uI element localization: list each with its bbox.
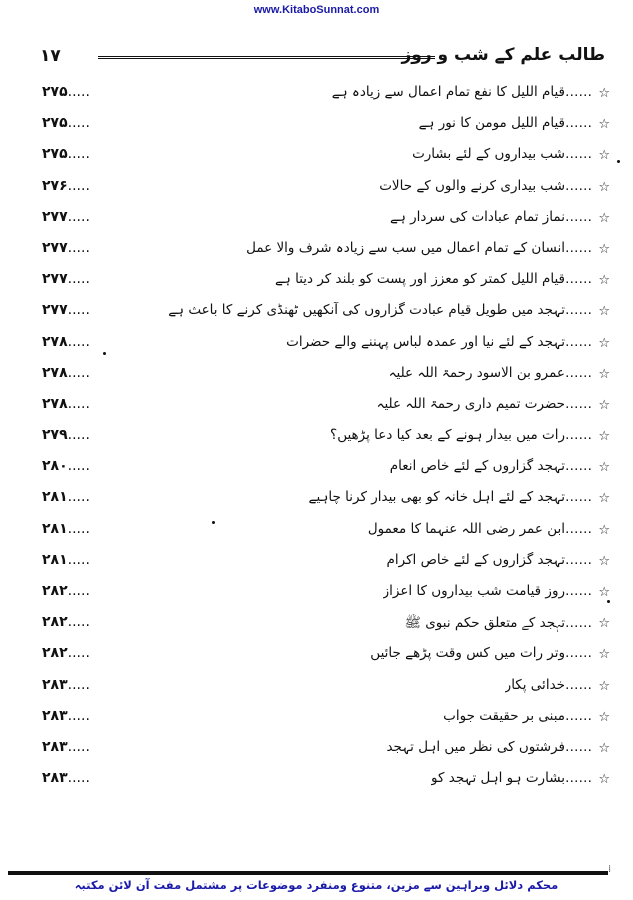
footer-divider <box>8 871 608 875</box>
toc-entry[interactable] <box>42 673 610 704</box>
site-url[interactable]: www.KitaboSunnat.com <box>253 4 380 16</box>
toc-entry[interactable] <box>42 80 610 111</box>
toc-entry-title: …… شب بیداروں کے لئے بشارت <box>412 146 592 162</box>
toc-entry-title: …… قیام اللیل مومن کا نور ہے <box>419 115 592 131</box>
toc-entry-page: ۲۸۳ ..... <box>42 739 90 755</box>
toc-entry-page: ۲۷۷ ..... <box>42 240 90 256</box>
star-bullet-icon: ☆ <box>598 772 610 788</box>
header-divider <box>98 56 435 59</box>
toc-entry[interactable] <box>42 766 610 797</box>
star-bullet-icon: ☆ <box>598 366 610 382</box>
star-bullet-icon: ☆ <box>598 397 610 413</box>
table-of-contents <box>42 80 610 797</box>
toc-entry-title: …… وتر رات میں کس وقت پڑھے جائیں <box>370 645 592 661</box>
toc-entry-page: ۲۷۵ ..... <box>42 146 90 162</box>
toc-entry-page: ۲۸۲ ..... <box>42 583 90 599</box>
toc-entry-page: ۲۷۵ ..... <box>42 115 90 131</box>
toc-entry-title: …… نماز تمام عبادات کی سردار ہے <box>390 209 592 225</box>
toc-entry-page: ۲۷۹ ..... <box>42 427 90 443</box>
toc-entry[interactable] <box>42 236 610 267</box>
toc-entry-title: …… شب بیداری کرنے والوں کے حالات <box>379 178 592 194</box>
scan-speck <box>103 352 106 355</box>
toc-entry-title: …… رات میں بیدار ہونے کے بعد کیا دعا پڑھیں؟ <box>330 427 592 443</box>
toc-entry-page: ۲۸۲ ..... <box>42 645 90 661</box>
toc-entry[interactable] <box>42 704 610 735</box>
book-title: طالب علم کے شب و روز <box>401 45 605 65</box>
toc-entry[interactable] <box>42 267 610 298</box>
toc-entry-page: ۲۸۳ ..... <box>42 708 90 724</box>
toc-entry-title: …… فرشتوں کی نظر میں اہل تہجد <box>386 739 592 755</box>
toc-entry-page: ۲۷۵ ..... <box>42 84 90 100</box>
toc-entry[interactable] <box>42 174 610 205</box>
star-bullet-icon: ☆ <box>598 429 610 445</box>
toc-entry-title: …… قیام اللیل کمتر کو معزز اور پست کو بلند کر دیتا ہے <box>275 271 592 287</box>
toc-entry[interactable] <box>42 111 610 142</box>
toc-entry[interactable] <box>42 142 610 173</box>
toc-entry-page: ۲۸۳ ..... <box>42 677 90 693</box>
star-bullet-icon: ☆ <box>598 304 610 320</box>
toc-entry[interactable] <box>42 610 610 641</box>
toc-entry[interactable] <box>42 423 610 454</box>
toc-entry-page: ۲۸۱ ..... <box>42 552 90 568</box>
footer-ornament: ⁞ <box>608 864 612 875</box>
scan-speck <box>607 600 610 603</box>
toc-entry-title: …… تہجد کے متعلق حکم نبوی ﷺ <box>405 614 592 634</box>
star-bullet-icon: ☆ <box>598 709 610 725</box>
star-bullet-icon: ☆ <box>598 678 610 694</box>
toc-entry-title: …… مبنی بر حقیقت جواب <box>443 708 592 724</box>
toc-entry-page: ۲۷۷ ..... <box>42 209 90 225</box>
toc-entry-page: ۲۷۷ ..... <box>42 271 90 287</box>
toc-entry-page: ۲۸۱ ..... <box>42 489 90 505</box>
toc-entry-title: …… روز قیامت شب بیداروں کا اعزاز <box>383 583 592 599</box>
toc-entry-title: …… حضرت تمیم داری رحمۃ اللہ علیہ <box>377 396 592 412</box>
toc-entry-title: …… انسان کے تمام اعمال میں سب سے زیادہ شرف والا عمل <box>246 240 592 256</box>
star-bullet-icon: ☆ <box>598 117 610 133</box>
footer-tagline: محکم دلائل وبراہین سے مزین، متنوع ومنفرد موضوعات پر مشتمل مفت آن لائن مکتبہ <box>74 878 559 892</box>
page-header <box>40 44 605 70</box>
toc-entry[interactable] <box>42 517 610 548</box>
star-bullet-icon: ☆ <box>598 86 610 101</box>
page-number: ۱۷ <box>40 46 61 66</box>
toc-entry[interactable] <box>42 454 610 485</box>
toc-entry-page: ۲۸۳ ..... <box>42 770 90 786</box>
scan-speck <box>617 160 620 163</box>
star-bullet-icon: ☆ <box>598 335 610 351</box>
toc-entry[interactable] <box>42 579 610 610</box>
scan-speck <box>212 521 215 524</box>
star-bullet-icon: ☆ <box>598 616 610 632</box>
star-bullet-icon: ☆ <box>598 179 610 195</box>
toc-entry-title: …… تہجد گزاروں کے لئے خاص اکرام <box>387 552 592 568</box>
toc-entry[interactable] <box>42 735 610 766</box>
star-bullet-icon: ☆ <box>598 491 610 507</box>
star-bullet-icon: ☆ <box>598 553 610 569</box>
star-bullet-icon: ☆ <box>598 148 610 164</box>
toc-entry-page: ۲۸۱ ..... <box>42 521 90 537</box>
toc-entry-page: ۲۸۲ ..... <box>42 614 90 630</box>
toc-entry[interactable] <box>42 485 610 516</box>
toc-entry[interactable] <box>42 205 610 236</box>
star-bullet-icon: ☆ <box>598 585 610 600</box>
star-bullet-icon: ☆ <box>598 647 610 663</box>
star-bullet-icon: ☆ <box>598 740 610 756</box>
toc-entry-title: …… قیام اللیل کا نفع تمام اعمال سے زیادہ ہے <box>332 84 592 100</box>
toc-entry[interactable] <box>42 330 610 361</box>
toc-entry-title: …… تہجد میں طویل قیام عبادت گزاروں کی آنکھیں ٹھنڈی کرنے کا باعث ہے <box>168 302 592 318</box>
toc-entry[interactable] <box>42 298 610 329</box>
toc-entry-title: …… عمرو بن الاسود رحمۃ اللہ علیہ <box>389 365 592 381</box>
toc-entry[interactable] <box>42 392 610 423</box>
toc-entry-page: ۲۷۸ ..... <box>42 365 90 381</box>
toc-entry-page: ۲۷۸ ..... <box>42 396 90 412</box>
toc-entry-page: ۲۷۸ ..... <box>42 334 90 350</box>
toc-entry-title: …… تہجد کے لئے نیا اور عمدہ لباس پہننے والے حضرات <box>286 334 592 350</box>
toc-entry-title: …… ابن عمر رضی اللہ عنہما کا معمول <box>368 521 592 537</box>
toc-entry-title: …… تہجد کے لئے اہل خانہ کو بھی بیدار کرنا چاہیے <box>309 489 592 505</box>
toc-entry-page: ۲۸۰ ..... <box>42 458 90 474</box>
star-bullet-icon: ☆ <box>598 522 610 538</box>
toc-entry-page: ۲۷۶ ..... <box>42 178 90 194</box>
star-bullet-icon: ☆ <box>598 241 610 257</box>
toc-entry-title: …… بشارت ہو اہل تہجد کو <box>431 770 592 786</box>
star-bullet-icon: ☆ <box>598 210 610 226</box>
star-bullet-icon: ☆ <box>598 460 610 476</box>
star-bullet-icon: ☆ <box>598 273 610 289</box>
toc-entry[interactable] <box>42 548 610 579</box>
toc-entry-title: …… خدائی پکار <box>505 677 592 693</box>
toc-entry[interactable] <box>42 361 610 392</box>
toc-entry-page: ۲۷۷ ..... <box>42 302 90 318</box>
toc-entry-title: …… تہجد گزاروں کے لئے خاص انعام <box>390 458 592 474</box>
toc-entry[interactable] <box>42 641 610 672</box>
